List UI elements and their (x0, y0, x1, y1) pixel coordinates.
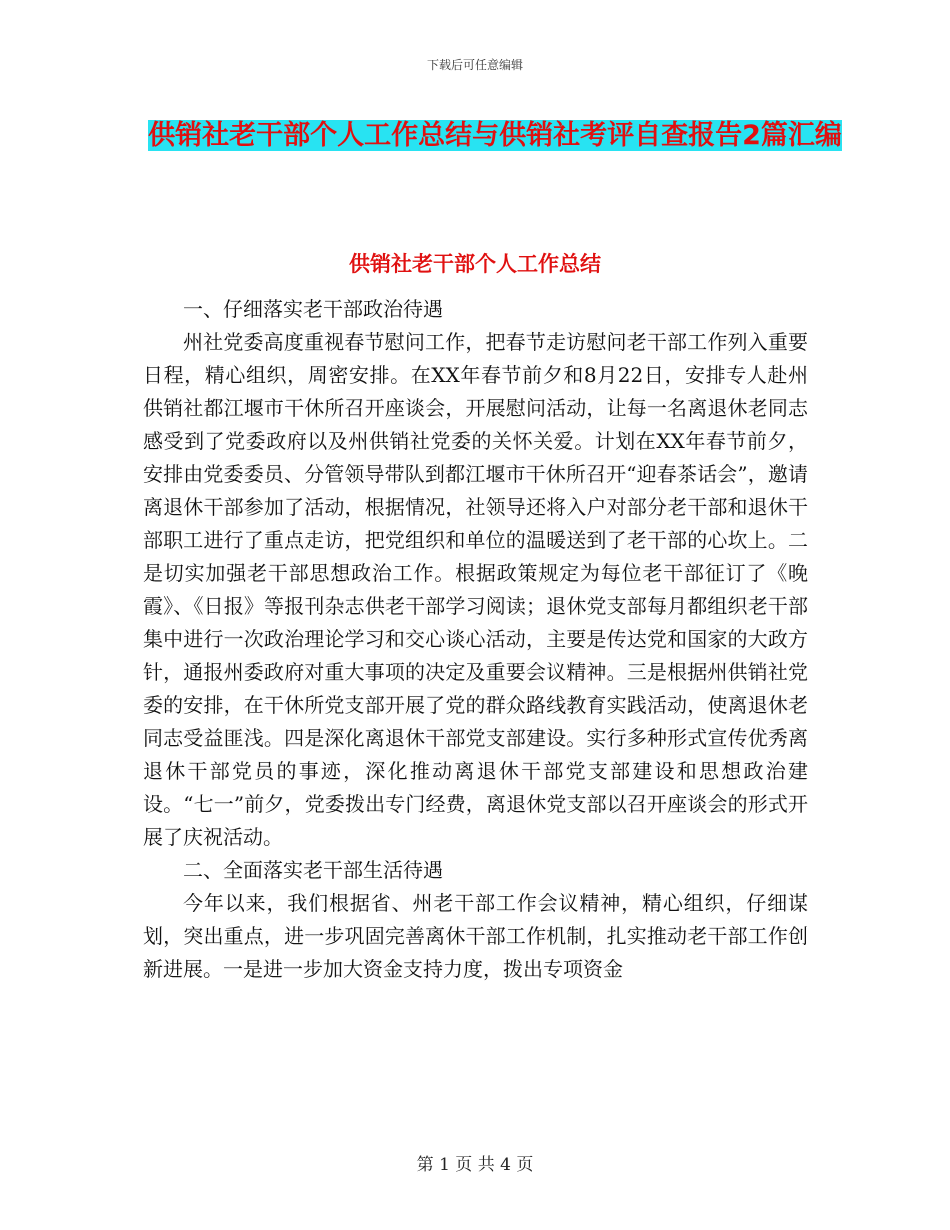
page-footer: 第 1 页 共 4 页 (416, 1155, 534, 1175)
section-title: 供销社老干部个人工作总结 (349, 252, 601, 276)
heading-2: 二、全面落实老干部生活待遇 (183, 858, 443, 882)
paragraph-1: 州社党委高度重视春节慰问工作，把春节走访慰问老干部工作列入重要日程，精心组织，周密安排。在XX年春节前夕和8月22日，安排专人赴州供销社都江堰市干休所召开座谈会，开展慰问活动，让每一名离退休老同志感受到了党委政府以及州供销社党委的关怀关爱。计划在XX年春节前夕，安排由党委委员、分管领导带队到都江堰市干休所召开“迎春茶话会”，邀请离退休干部参加了活动，根据情况，社领导还将入户对部分老干部和退休干部职工进行了重点走访，把党组织和单位的温暖送到了老干部的心坎上。二是切实加强老干部思想政治工作。根据政策规定为每位老干部征订了《晚霞》、《日报》等报刊杂志供老干部学习阅读；退休党支部每月都组织老干部集中进行一次政治理论学习和交心谈心活动，主要是传达党和国家的大政方针，通报州委政府对重大事项的决定及重要会议精神。三是根据州供销社党委的安排，在干休所党支部开展了党的群众路线教育实践活动，使离退休老同志受益匪浅。四是深化离退休干部党支部建设。实行多种形式宣传优秀离退休干部党员的事迹，深化推动离退休干部党支部建设和思想政治建设。“七一”前夕，党委拨出专门经费，离退休党支部以召开座谈会的形式开展了庆祝活动。 (143, 330, 808, 849)
heading-1: 一、仔细落实老干部政治待遇 (183, 297, 443, 321)
paragraph-2: 今年以来，我们根据省、州老干部工作会议精神，精心组织，仔细谋划，突出重点，进一步巩固完善离休干部工作机制，扎实推动老干部工作创新进展。一是进一步加大资金支持力度，拨出专项资金 (143, 891, 808, 981)
page-header-note: 下载后可任意编辑 (426, 58, 523, 72)
document-title (140, 108, 850, 164)
body-text (143, 293, 808, 986)
document-title-text: 供销社老干部个人工作总结与供销社考评自查报告2篇汇编 (148, 120, 842, 151)
